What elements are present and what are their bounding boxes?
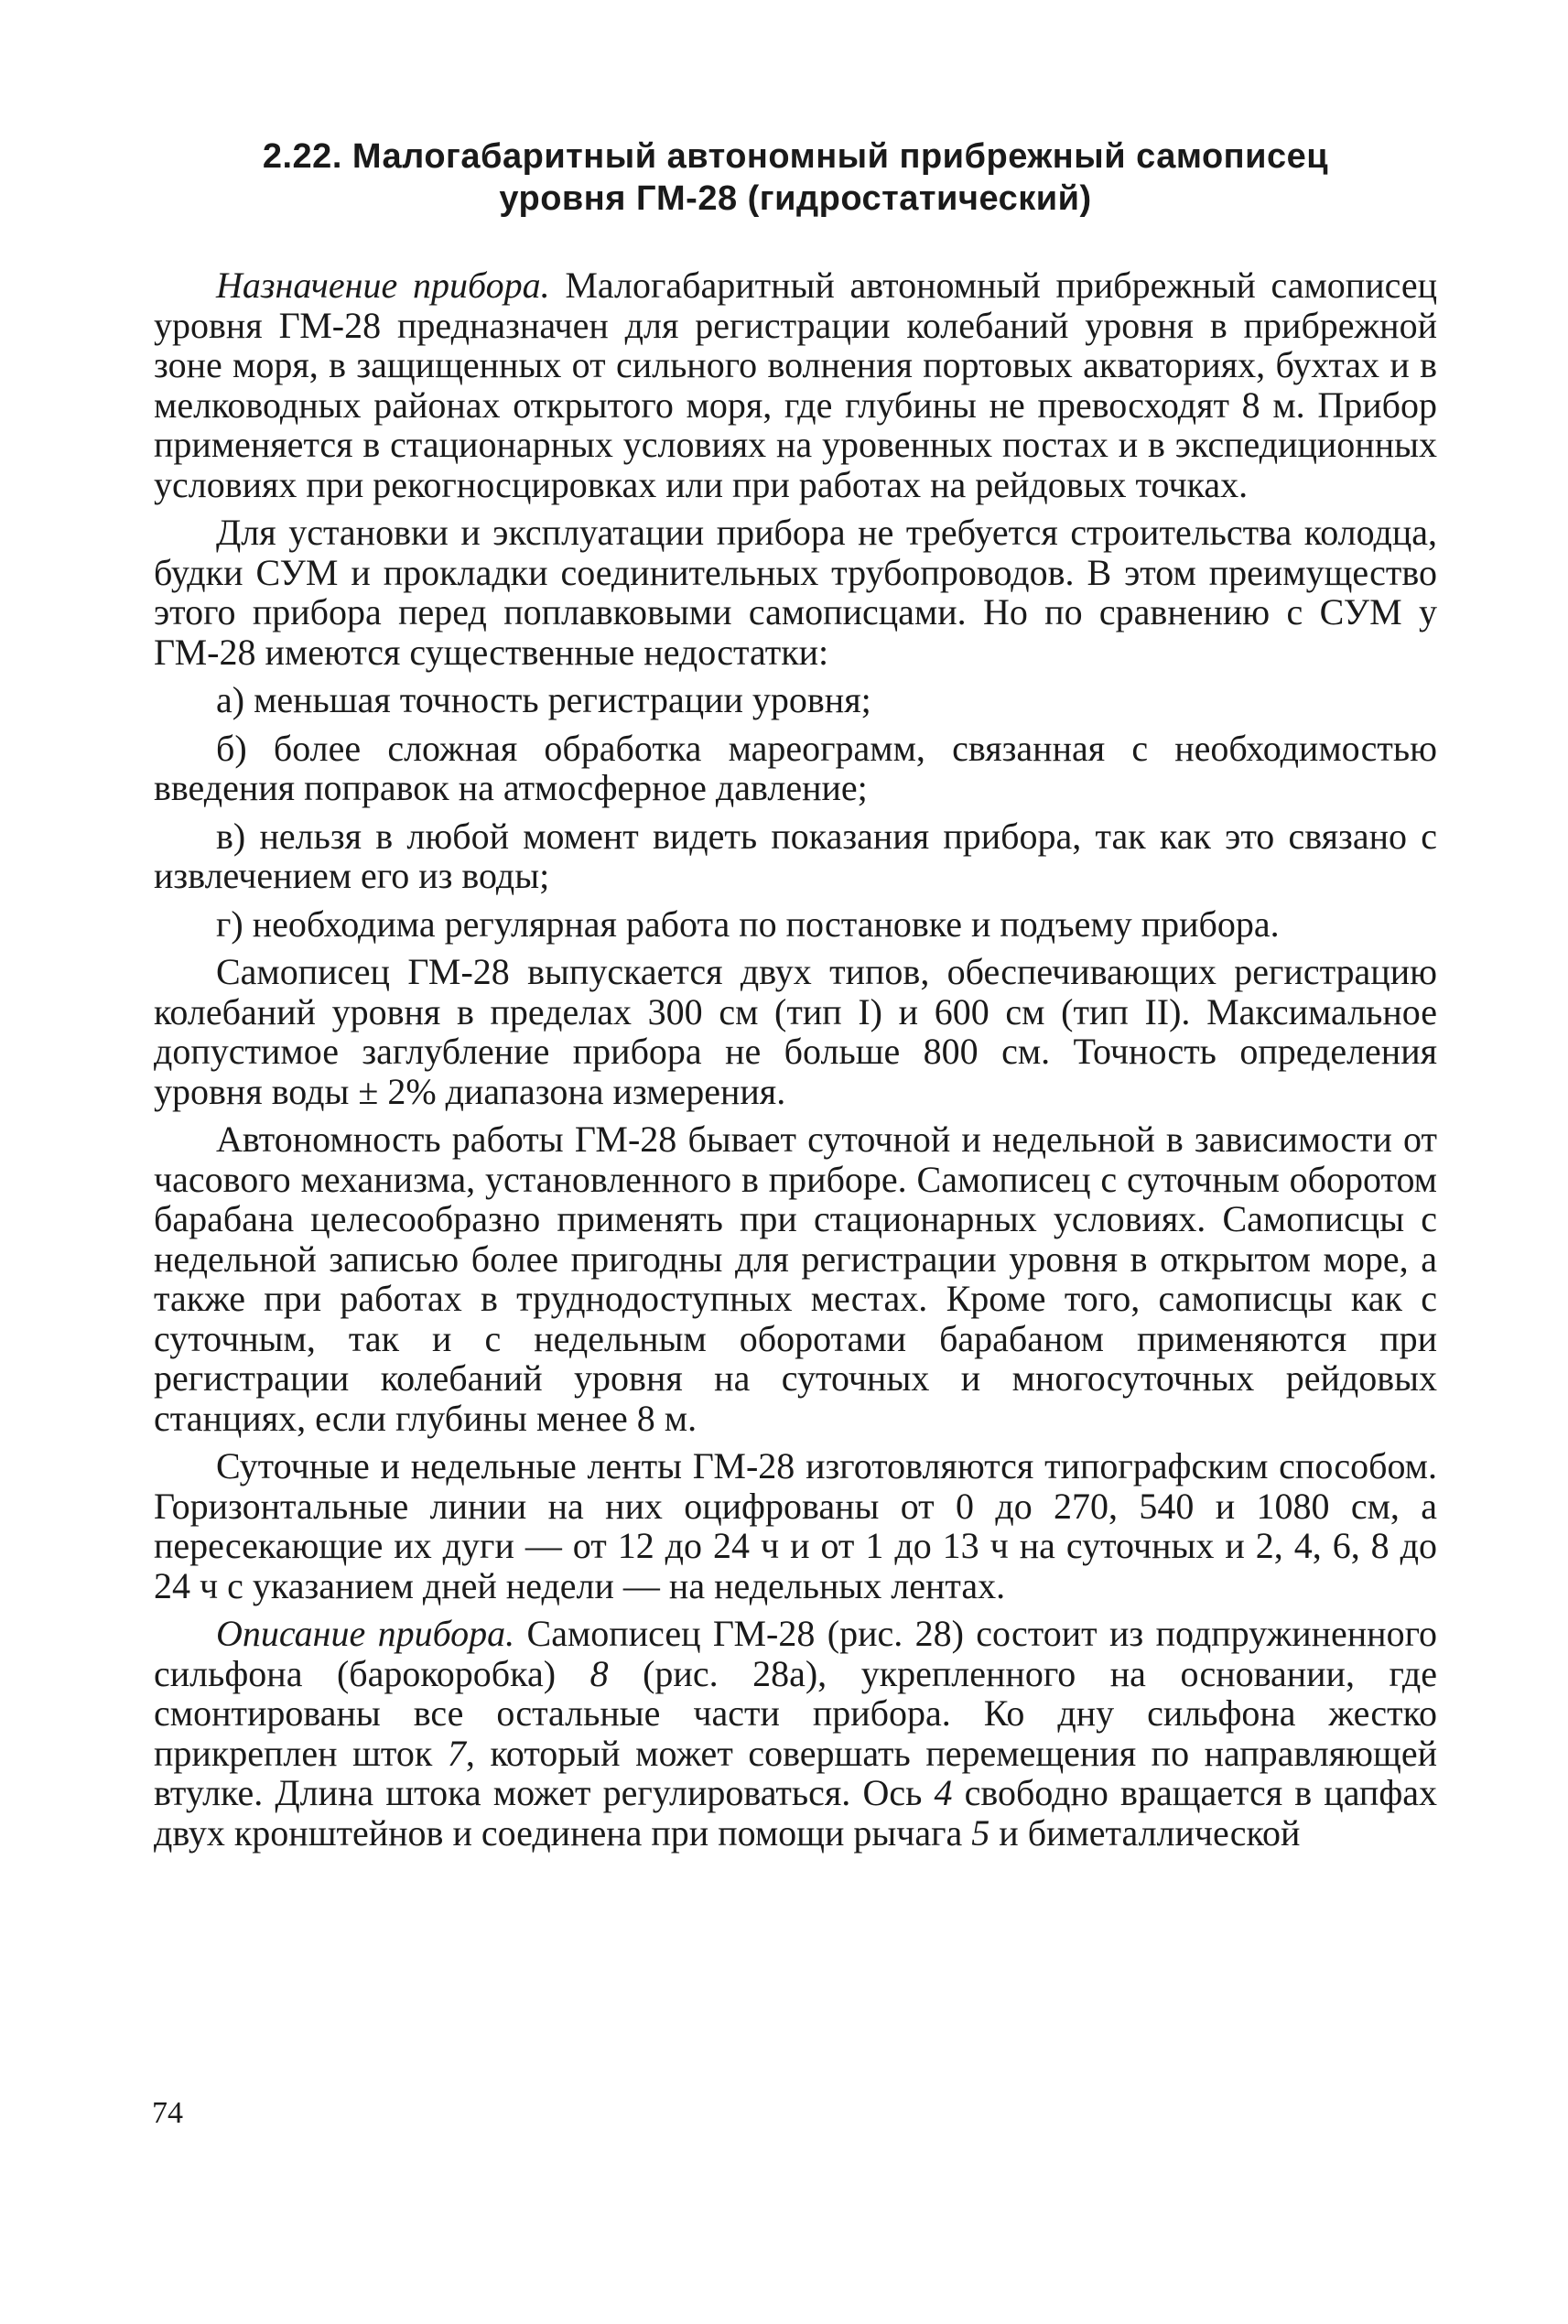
paragraph-tapes: Суточные и недельные ленты ГМ-28 изготовляются типографским способом. Горизонтальные линии на них оцифрованы от 0 до 270, 540 и 1080 см, а пересекающие их дуги — от 12 до 24 ч и от 1 до 13 ч на суточных и 2, 4, 6, 8 до 24 ч с указанием дней недели — на недельных лентах. <box>154 1445 1437 1606</box>
paragraph-lead-purpose: Назначение прибора. <box>216 265 550 306</box>
paragraph-text-segment: свободно вращается в цапфах двух кронштейнов и соединена при помощи рычага <box>154 1772 1437 1854</box>
figure-ref-number: 8 <box>589 1652 609 1694</box>
paragraph-description <box>154 1614 1437 1853</box>
list-item-g: г) необходима регулярная работа по постановке и подъему прибора. <box>216 903 1280 945</box>
paragraph-text-segment: Самописец ГМ-28 (рис. 28) состоит из подпружиненного сильфона (барокоробка) <box>154 1613 1437 1694</box>
paragraph-text-segment: , который может совершать перемещения по направляющей втулке. Длина штока может регулироваться. Ось <box>154 1732 1437 1813</box>
list-item-v: в) нельзя в любой момент видеть показания прибора, так как это связано с извлечением его из воды; <box>154 815 1437 896</box>
section-heading <box>154 135 1437 220</box>
heading-line-1: 2.22. Малогабаритный автономный прибрежный самописец <box>262 137 1329 176</box>
heading-line-2: уровня ГМ-28 (гидростатический) <box>499 179 1092 218</box>
paragraph-purpose <box>154 265 1437 504</box>
paragraph-autonomy: Автономность работы ГМ-28 бывает суточной и недельной в зависимости от часового механизма, установленного в приборе. Самописец с суточным оборотом барабана целесообразно применять при стационарных условиях. Самописцы с недельной записью более пригодны для регистрации уровня в открытом море, а также при работах в труднодоступных местах. Кроме того, самописцы как с суточным, так и с недельным оборотами барабаном применяются при регистрации колебаний уровня на суточных и многосуточных рейдовых станциях, если глубины менее 8 м. <box>154 1119 1437 1439</box>
paragraph-text-segment: и биметаллической <box>989 1811 1301 1854</box>
document-page <box>154 128 1437 1861</box>
figure-ref-number: 5 <box>971 1811 990 1854</box>
paragraph-lead-description: Описание прибора. <box>216 1613 515 1654</box>
page-number: 74 <box>152 2096 183 2130</box>
paragraph-text-segment: (рис. 28а), укрепленного на основании, где смонтированы все остальные части прибора. Ко дну сильфона жестко прикреплен шток <box>154 1652 1437 1774</box>
figure-ref-number: 7 <box>447 1732 466 1774</box>
list-item-a: а) меньшая точность регистрации уровня; <box>216 679 871 720</box>
paragraph-types: Самописец ГМ-28 выпускается двух типов, обеспечивающих регистрацию колебаний уровня в пределах 300 см (тип I) и 600 см (тип II). Максимальное допустимое заглубление прибора не больше 800 см. Точность определения уровня воды ± 2% диапазона измерения. <box>154 951 1437 1112</box>
paragraph-installation: Для установки и эксплуатации прибора не требуется строительства колодца, будки СУМ и прокладки соединительных трубопроводов. В этом преимущество этого прибора перед поплавковыми самописцами. Но по сравнению с СУМ у ГМ-28 имеются существенные недостатки: <box>154 512 1437 673</box>
figure-ref-number: 4 <box>934 1772 953 1813</box>
list-item-b: б) более сложная обработка мареограмм, связанная с необходимостью введения поправок на атмосферное давление; <box>154 727 1437 808</box>
paragraph-text-purpose: Малогабаритный автономный прибрежный самописец уровня ГМ-28 предназначен для регистрации колебаний уровня в прибрежной зоне моря, в защищенных от сильного волнения портовых акваториях, бухтах и в мелководных районах открытого моря, где глубины не превосходят 8 м. Прибор применяется в стационарных условиях на уровенных постах и в экспедиционных условиях при рекогносцировках или при работах на рейдовых точках. <box>154 265 1437 505</box>
